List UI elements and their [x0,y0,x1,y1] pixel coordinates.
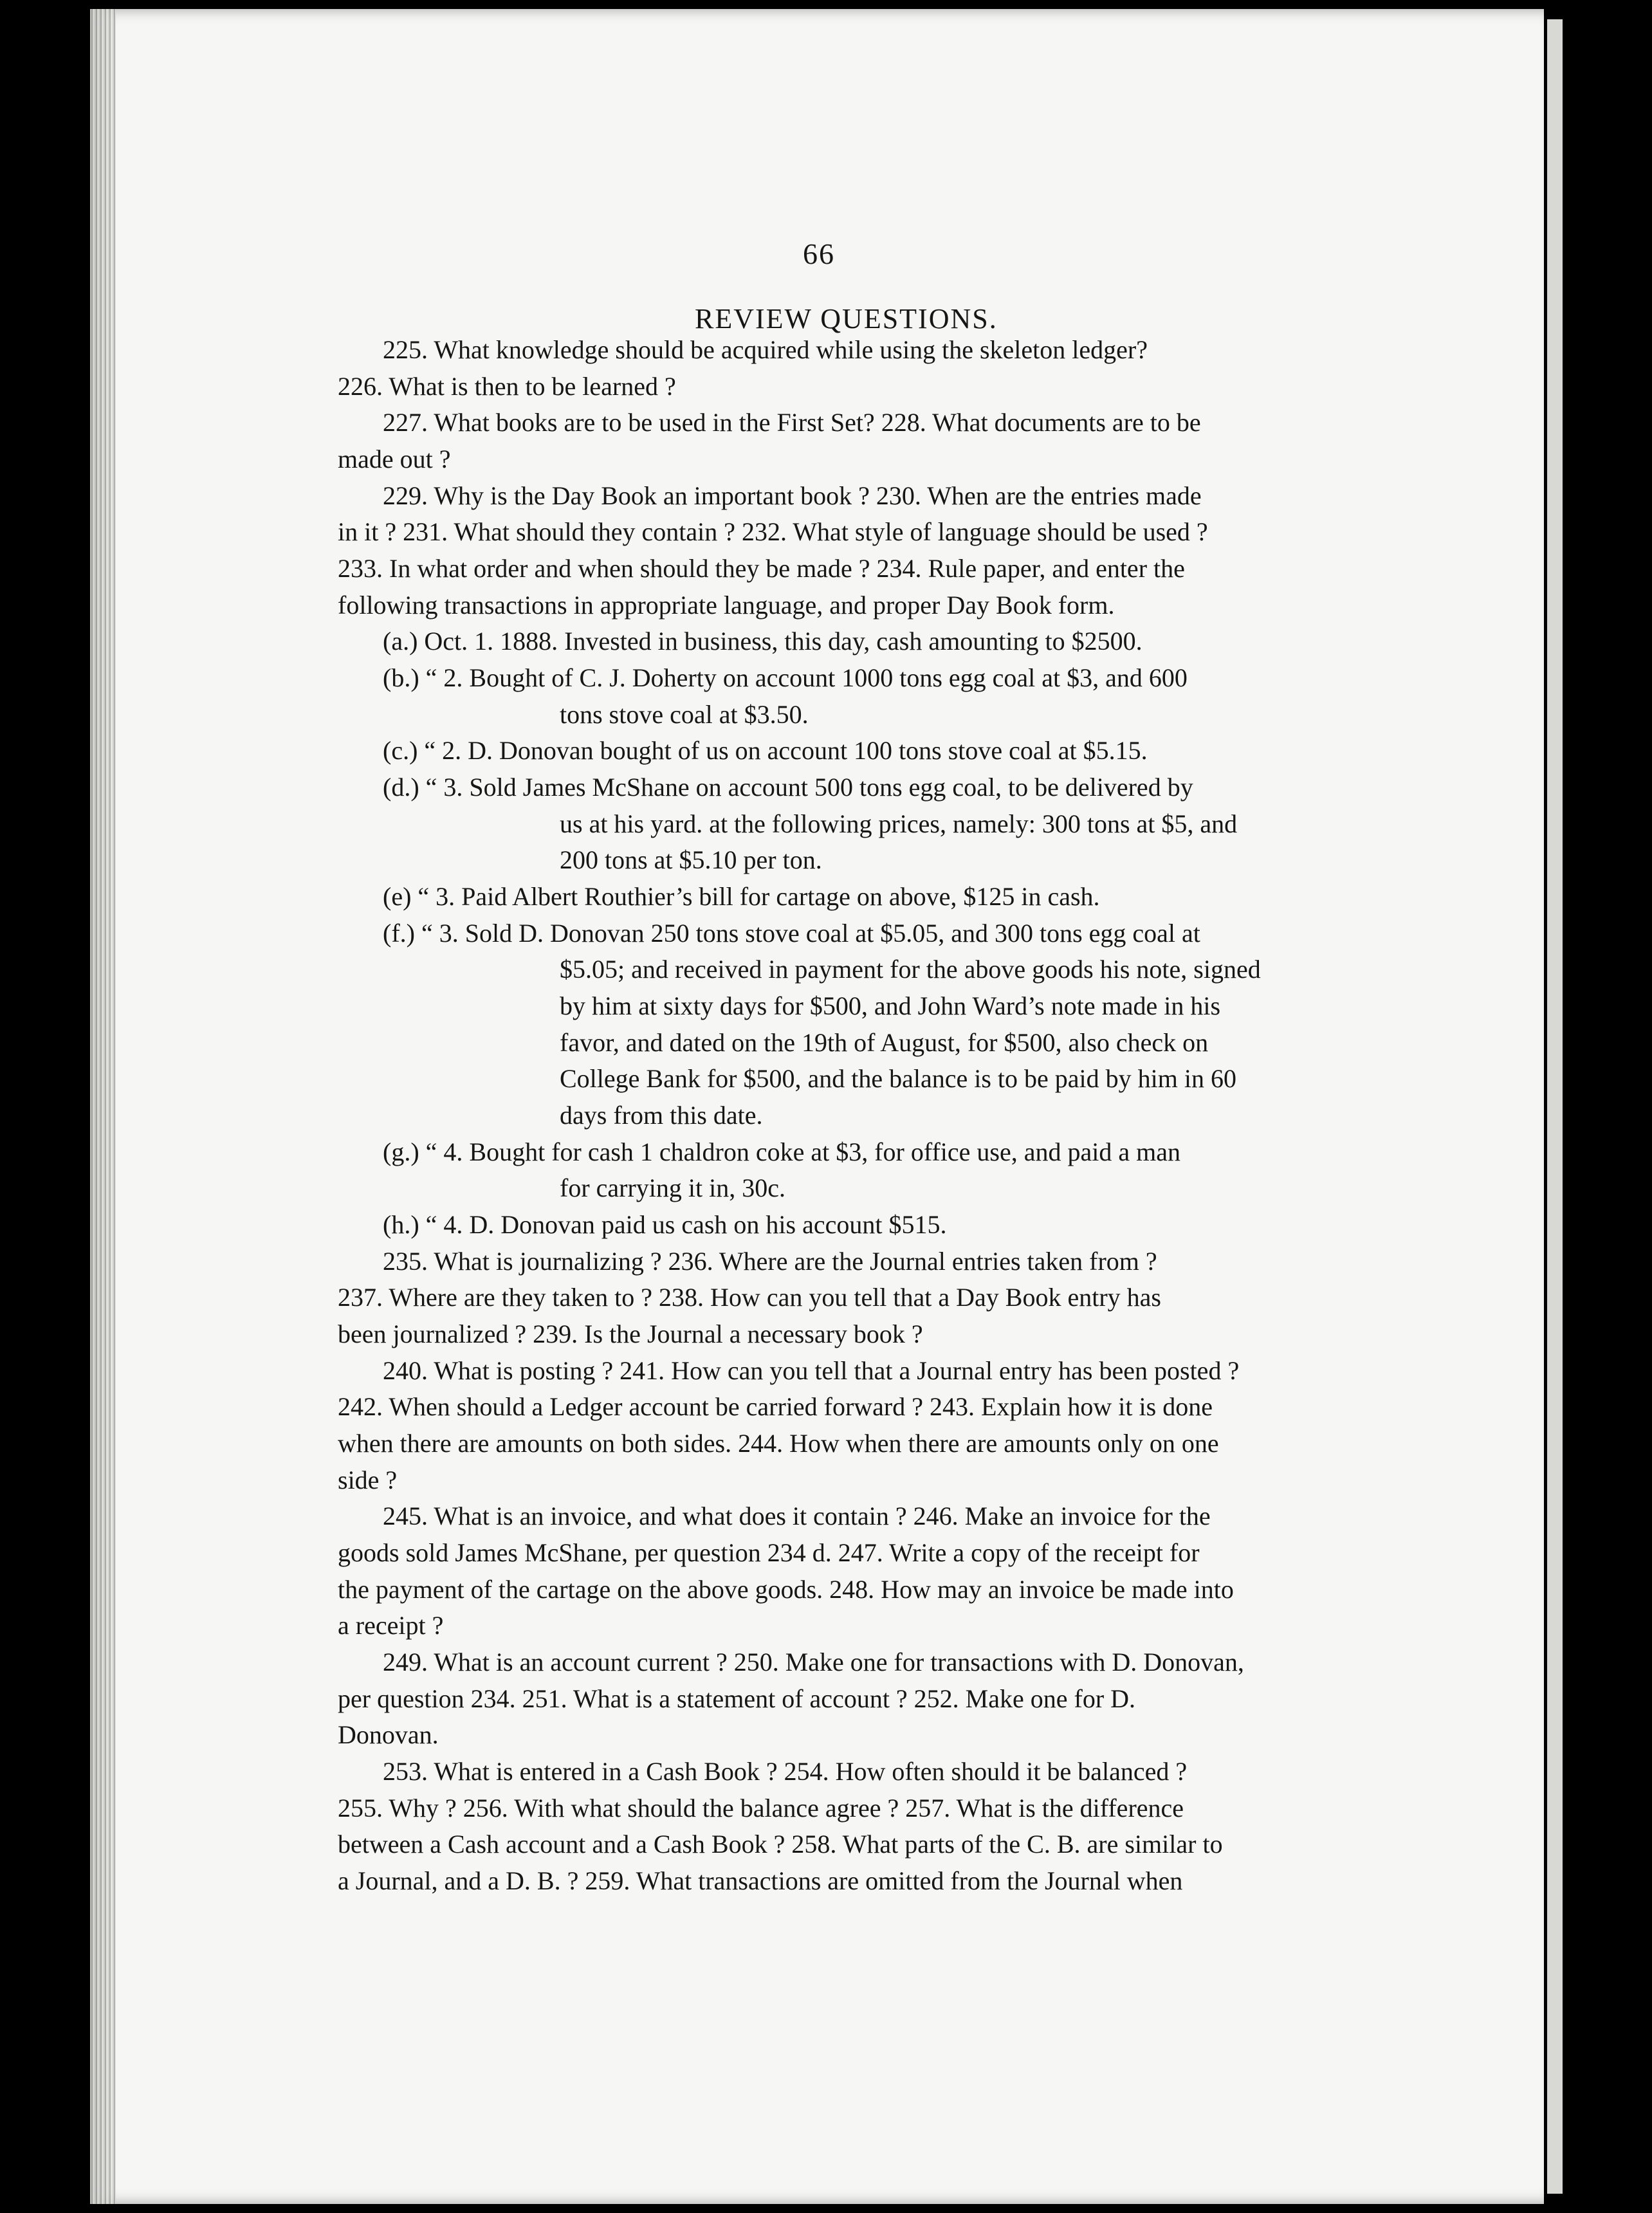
text-line: (b.) “ 2. Bought of C. J. Doherty on account 1000 tons egg coal at $3, and 600 [383,663,1188,692]
text-line: by him at sixty days for $500, and John Ward’s note made in his [560,991,1221,1020]
text-line: 225. What knowledge should be acquired while using the skeleton ledger? [383,335,1148,364]
text-line: us at his yard. at the following prices, namely: 300 tons at $5, and [560,809,1238,838]
text-line: 226. What is then to be learned ? [338,372,676,401]
text-line: College Bank for $500, and the balance is to be paid by him in 60 [560,1064,1236,1093]
text-line: the payment of the cartage on the above goods. 248. How may an invoice be made into [338,1575,1234,1604]
text-line: been journalized ? 239. Is the Journal a necessary book ? [338,1319,923,1348]
text-line: per question 234. 251. What is a statement of account ? 252. Make one for D. [338,1684,1136,1713]
text-line: side ? [338,1465,398,1494]
text-line: in it ? 231. What should they contain ? 232. What style of language should be used ? [338,517,1208,546]
text-line: for carrying it in, 30c. [560,1173,785,1202]
text-line: 240. What is posting ? 241. How can you tell that a Journal entry has been posted ? [383,1356,1240,1385]
text-line: (c.) “ 2. D. Donovan bought of us on account 100 tons stove coal at $5.15. [383,736,1148,765]
text-line: tons stove coal at $3.50. [560,700,809,729]
text-line: favor, and dated on the 19th of August, for $500, also check on [560,1028,1209,1057]
section-title: REVIEW QUESTIONS. [695,303,998,335]
text-line: Donovan. [338,1720,439,1749]
text-line: 245. What is an invoice, and what does it contain ? 246. Make an invoice for the [383,1501,1211,1530]
text-line: when there are amounts on both sides. 244. How when there are amounts only on one [338,1429,1219,1458]
text-line: days from this date. [560,1101,763,1130]
adjacent-page-strip [1547,19,1563,2194]
text-line: (e) “ 3. Paid Albert Routhier’s bill for cartage on above, $125 in cash. [383,882,1100,911]
text-line: 249. What is an account current ? 250. Make one for transactions with D. Donovan, [383,1648,1244,1676]
text-line: 237. Where are they taken to ? 238. How can you tell that a Day Book entry has [338,1283,1161,1312]
text-line: 227. What books are to be used in the First Set? 228. What documents are to be [383,408,1201,437]
text-line: between a Cash account and a Cash Book ? 258. What parts of the C. B. are similar to [338,1830,1223,1859]
text-line: $5.05; and received in payment for the above goods his note, signed [560,955,1261,984]
text-line: following transactions in appropriate language, and proper Day Book form. [338,591,1115,620]
text-line: (d.) “ 3. Sold James McShane on account 500 tons egg coal, to be delivered by [383,773,1193,802]
text-line: 229. Why is the Day Book an important book ? 230. When are the entries made [383,481,1202,510]
text-line: a Journal, and a D. B. ? 259. What transactions are omitted from the Journal when [338,1866,1183,1895]
text-line: 253. What is entered in a Cash Book ? 254. How often should it be balanced ? [383,1757,1188,1786]
text-line: 255. Why ? 256. With what should the balance agree ? 257. What is the difference [338,1794,1184,1823]
text-line: 235. What is journalizing ? 236. Where are the Journal entries taken from ? [383,1247,1157,1276]
text-line: 242. When should a Ledger account be carried forward ? 243. Explain how it is done [338,1392,1213,1421]
text-line: (f.) “ 3. Sold D. Donovan 250 tons stove coal at $5.05, and 300 tons egg coal at [383,919,1200,948]
text-line: (g.) “ 4. Bought for cash 1 chaldron coke at $3, for office use, and paid a man [383,1137,1180,1166]
text-line: made out ? [338,445,451,473]
text-line: 200 tons at $5.10 per ton. [560,845,822,874]
text-line: (a.) Oct. 1. 1888. Invested in business, this day, cash amounting to $2500. [383,627,1143,656]
text-line: goods sold James McShane, per question 234 d. 247. Write a copy of the receipt for [338,1538,1200,1567]
text-line: (h.) “ 4. D. Donovan paid us cash on his account $515. [383,1210,947,1239]
page-edge-stack [90,9,116,2204]
page-number: 66 [803,237,835,270]
text-line: a receipt ? [338,1611,444,1640]
text-line: 233. In what order and when should they be made ? 234. Rule paper, and enter the [338,554,1185,583]
